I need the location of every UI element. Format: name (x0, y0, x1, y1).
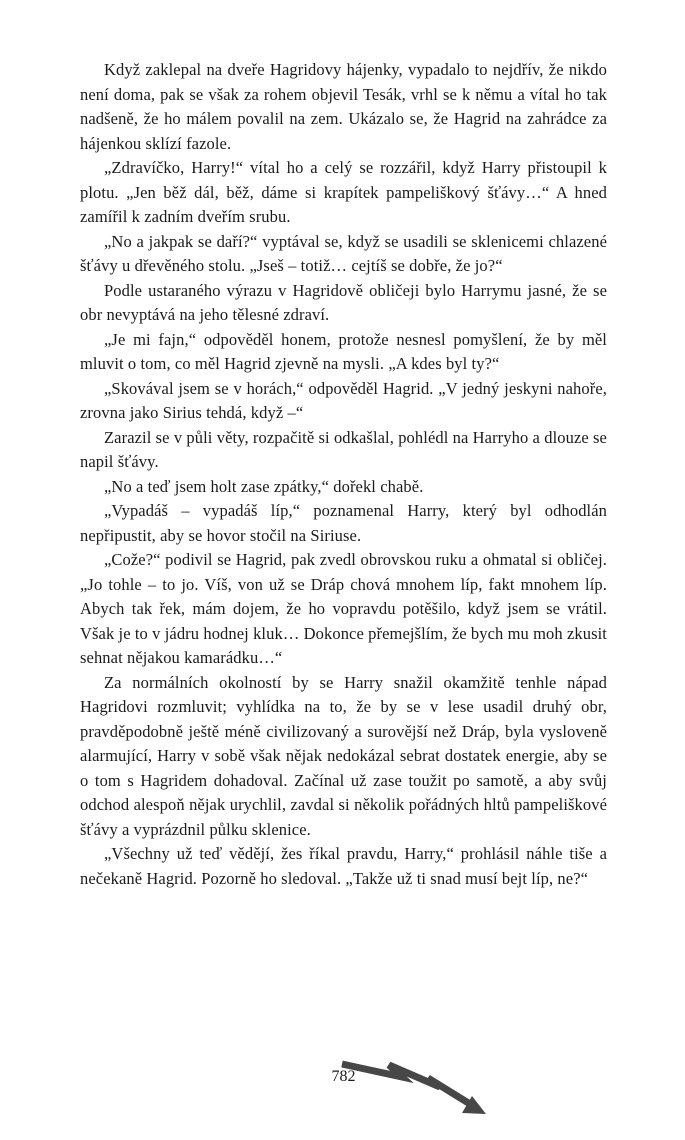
paragraph: „Vypadáš – vypadáš líp,“ poznamenal Harry, který byl odhodlán nepřipustit, aby se hovor stočil na Siriuse. (80, 501, 607, 545)
page-number: 782 (331, 1068, 356, 1085)
paragraph: Za normálních okolností by se Harry snažil okamžitě tenhle nápad Hagridovi rozmluvit; vyhlídka na to, že by se v lese usadil druhý obr, pravděpodobně ještě méně civilizovaný a surovější než Dráp, byla vysloveně alarmující, Harry v sobě však nějak nedokázal sebrat dostatek energie, aby se o tom s Hagridem dohadoval. Začínal už zase toužit po samotě, a aby svůj odchod alespoň nějak urychlil, zavdal si několik pořádných hltů pampeliškové šťávy a vyprázdnil půlku sklenice. (80, 672, 607, 839)
paragraph: „Skovával jsem se v horách,“ odpověděl Hagrid. „V jedný jeskyni nahoře, zrovna jako Sirius tehdá, když –“ (80, 378, 607, 422)
paragraph: „No a teď jsem holt zase zpátky,“ dořekl chabě. (104, 476, 424, 496)
paragraph: „Všechny už teď vědějí, žes říkal pravdu, Harry,“ prohlásil náhle tiše a nečekaně Hagrid. Pozorně ho sledoval. „Takže už ti snad musí bejt líp, ne?“ (80, 844, 607, 888)
lightning-bolt-zigzag (342, 1064, 470, 1104)
page-text (80, 58, 607, 891)
paragraph: „No a jakpak se daří?“ vyptával se, když se usadili se sklenicemi chlazené šťávy u dřevěného stolu. „Jseš – totiž… cejtíš se dobře, že jo?“ (80, 231, 607, 275)
lightning-bolt-icon (338, 1054, 490, 1122)
paragraph: „Cože?“ podivil se Hagrid, pak zvedl obrovskou ruku a ohmatal si obličej. „Jo tohle – to jo. Víš, von už se Dráp chová mnohem líp, fakt mnohem líp. Abych tak řek, mám dojem, že ho vopravdu potěšilo, když jsem se vrátil. Však je to v jádru hodnej kluk… Dokonce přemejšlím, že bych mu moh zkusit sehnat nějakou kamarádku…“ (80, 550, 607, 667)
paragraph: Zarazil se v půli věty, rozpačitě si odkašlal, pohlédl na Harryho a dlouze se napil šťávy. (80, 427, 607, 471)
paragraph: „Zdravíčko, Harry!“ vítal ho a celý se rozzářil, když Harry přistoupil k plotu. „Jen běž dál, běž, dáme si krapítek pampeliškový šťávy…“ A hned zamířil k zadním dveřím srubu. (80, 158, 607, 226)
paragraph: Když zaklepal na dveře Hagridovy hájenky, vypadalo to nejdřív, že nikdo není doma, pak se však za rohem objevil Tesák, vrhl se k němu a vítal ho tak nadšeně, že ho málem povalil na zem. Ukázalo se, že Hagrid na zahrádce za hájenkou sklízí fazole. (80, 60, 607, 153)
paragraph: „Je mi fajn,“ odpověděl honem, protože nesnesl pomyšlení, že by měl mluvit o tom, co měl Hagrid zjevně na mysli. „A kdes byl ty?“ (80, 329, 607, 373)
paragraph: Podle ustaraného výrazu v Hagridově obličeji bylo Harrymu jasné, že se obr nevyptává na jeho tělesné zdraví. (80, 280, 607, 324)
